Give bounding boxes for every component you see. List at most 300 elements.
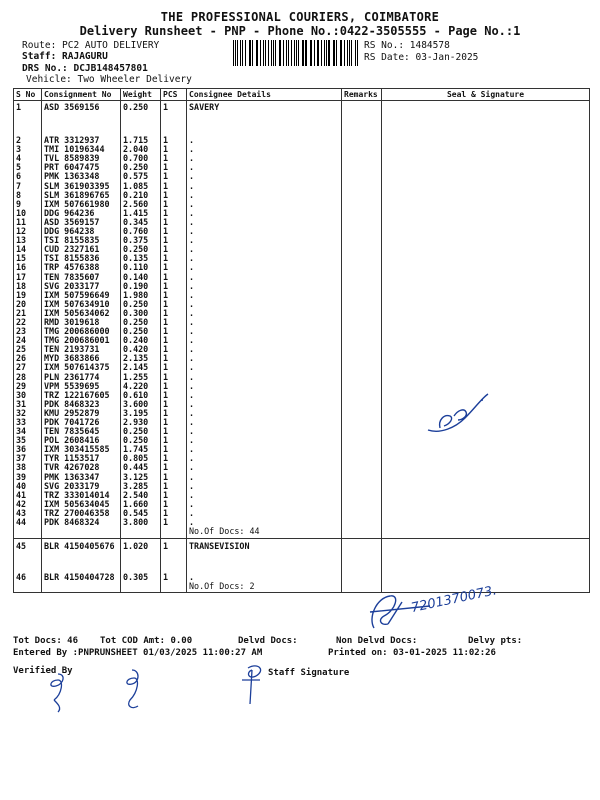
row-pcs: 1 [161, 191, 187, 200]
row-remarks [342, 418, 382, 427]
row-consignee: . [187, 291, 342, 300]
row-consignment: PRT 6047475 [42, 163, 121, 172]
row-consignee: . [187, 182, 342, 191]
row-consignment: SVG 2033179 [42, 482, 121, 491]
row-signature [382, 273, 590, 282]
row-consignee: . [187, 209, 342, 218]
table-row [14, 263, 590, 272]
row-sno: 1 [14, 101, 42, 113]
row-weight: 1.980 [121, 291, 161, 300]
table-row [14, 373, 590, 382]
total-cod: Tot COD Amt: 0.00 [100, 636, 193, 646]
row-signature [382, 136, 590, 145]
rs-date: RS Date: 03-Jan-2025 [364, 52, 479, 63]
row-consignment: IXM 505634062 [42, 309, 121, 318]
row-consignee: . [187, 354, 342, 363]
row-signature [382, 182, 590, 191]
row-weight: 0.210 [121, 191, 161, 200]
row-consignee: . [187, 345, 342, 354]
row-consignee: . [187, 409, 342, 418]
cell [342, 527, 382, 539]
cell [342, 553, 382, 573]
table-row [14, 318, 590, 327]
row-consignee: . [187, 482, 342, 491]
row-sno: 12 [14, 227, 42, 236]
row-remarks [342, 345, 382, 354]
row-sno: 34 [14, 427, 42, 436]
row-signature [382, 145, 590, 154]
row-signature [382, 345, 590, 354]
row-consignment: POL 2608416 [42, 436, 121, 445]
row-remarks [342, 363, 382, 372]
row-consignment: MYD 3683866 [42, 354, 121, 363]
row-sno: 33 [14, 418, 42, 427]
row-consignment: TMI 10196344 [42, 145, 121, 154]
row-consignee: . [187, 473, 342, 482]
non-delivered-docs: Non Delvd Docs: [336, 636, 418, 646]
row-consignee: . [187, 463, 342, 472]
row-remarks [342, 400, 382, 409]
barcode-bar [305, 40, 306, 66]
verifier-initials [42, 670, 72, 714]
row-weight: 2.930 [121, 418, 161, 427]
barcode-bar [271, 40, 272, 66]
row-pcs: 1 [161, 101, 187, 113]
row-signature [382, 163, 590, 172]
row-signature [382, 282, 590, 291]
barcode-bar [318, 40, 319, 66]
row-consignee: . [187, 218, 342, 227]
table-row [14, 354, 590, 363]
row-pcs: 1 [161, 463, 187, 472]
row-signature [382, 227, 590, 236]
col-seal-signature: Seal & Signature [382, 89, 590, 101]
row-weight: 2.040 [121, 145, 161, 154]
row-consignment: PDK 8468323 [42, 400, 121, 409]
row-consignment: ASD 3569157 [42, 218, 121, 227]
row-consignee: . [187, 300, 342, 309]
row-consignment: IXM 507634910 [42, 300, 121, 309]
cell [187, 553, 342, 573]
row-consignment: TSI 8155836 [42, 254, 121, 263]
row-consignee: . [187, 227, 342, 236]
row-weight: 2.145 [121, 363, 161, 372]
row-sno: 39 [14, 473, 42, 482]
row-remarks [342, 427, 382, 436]
row-sno: 9 [14, 200, 42, 209]
cell [121, 527, 161, 539]
table-row [14, 391, 590, 400]
row-remarks [342, 391, 382, 400]
row-consignment: TRZ 122167605 [42, 391, 121, 400]
row-consignee: . [187, 273, 342, 282]
row-weight: 0.250 [121, 300, 161, 309]
row-weight: 3.125 [121, 473, 161, 482]
row-pcs: 1 [161, 336, 187, 345]
table-row [14, 473, 590, 482]
row-signature [382, 154, 590, 163]
runsheet-title: Delivery Runsheet - PNP - Phone No.:0422-3505555 - Page No.:1 [79, 24, 521, 38]
row-remarks [342, 300, 382, 309]
row-signature [382, 200, 590, 209]
row-weight: 3.600 [121, 400, 161, 409]
row-pcs: 1 [161, 136, 187, 145]
delivery-points: Delvy pts: [468, 636, 523, 646]
cell [161, 553, 187, 573]
staff-initials [238, 660, 268, 708]
row-remarks [342, 382, 382, 391]
row-consignee: . [187, 327, 342, 336]
row-sno: 20 [14, 300, 42, 309]
row-consignee: . [187, 509, 342, 518]
table-row [14, 445, 590, 454]
row-consignment: IXM 507596649 [42, 291, 121, 300]
row-remarks [342, 218, 382, 227]
row-sno: 46 [14, 573, 42, 582]
row-remarks [342, 145, 382, 154]
entered-by: Entered By :PNPRUNSHEET 01/03/2025 11:00:27 AM [13, 648, 263, 658]
row-sno: 4 [14, 154, 42, 163]
row-sno: 29 [14, 382, 42, 391]
row-consignee: . [187, 363, 342, 372]
verified-by-label: Verified By [13, 666, 73, 676]
row-consignee: . [187, 418, 342, 427]
row-weight: 0.345 [121, 218, 161, 227]
table-row [14, 482, 590, 491]
table-row [14, 145, 590, 154]
row-remarks [342, 154, 382, 163]
row-signature [382, 263, 590, 272]
row-pcs: 1 [161, 318, 187, 327]
row-sno: 7 [14, 182, 42, 191]
table-row [14, 227, 590, 236]
row-sno: 22 [14, 318, 42, 327]
row-signature [382, 491, 590, 500]
row-weight: 3.195 [121, 409, 161, 418]
row-weight: 0.250 [121, 427, 161, 436]
row-consignment: CUD 2327161 [42, 245, 121, 254]
row-sno: 17 [14, 273, 42, 282]
cell [14, 553, 42, 573]
row-consignment: VPM 5539695 [42, 382, 121, 391]
row-weight: 2.560 [121, 200, 161, 209]
row-remarks [342, 354, 382, 363]
row-remarks [342, 236, 382, 245]
row-signature [382, 539, 590, 554]
table-row [14, 309, 590, 318]
row-weight: 0.135 [121, 254, 161, 263]
cell [14, 582, 42, 593]
table-row [14, 245, 590, 254]
barcode-bar [280, 40, 281, 66]
cell [121, 582, 161, 593]
row-consignee: . [187, 391, 342, 400]
table-row [14, 200, 590, 209]
row-weight: 1.745 [121, 445, 161, 454]
barcode-bar [311, 40, 312, 66]
row-sno: 6 [14, 172, 42, 181]
row-consignee: . [187, 163, 342, 172]
barcode-bar [233, 40, 234, 66]
row-signature [382, 300, 590, 309]
row-pcs: 1 [161, 573, 187, 582]
row-signature [382, 309, 590, 318]
row-signature [382, 245, 590, 254]
row-sno: 31 [14, 400, 42, 409]
row-consignee: . [187, 145, 342, 154]
table-spacer [14, 553, 590, 573]
row-remarks [342, 482, 382, 491]
row-consignment: IXM 507614375 [42, 363, 121, 372]
row-pcs: 1 [161, 345, 187, 354]
table-row [14, 327, 590, 336]
barcode [233, 40, 359, 66]
table-row [14, 427, 590, 436]
row-consignment: IXM 303415585 [42, 445, 121, 454]
row-consignment: DDG 964236 [42, 209, 121, 218]
row-remarks [342, 539, 382, 554]
row-consignment: TRP 4576388 [42, 263, 121, 272]
row-sno: 26 [14, 354, 42, 363]
row-consignee: . [187, 282, 342, 291]
doc-count: No.Of Docs: 44 [187, 527, 342, 539]
row-weight: 0.300 [121, 309, 161, 318]
table-row [14, 573, 590, 582]
row-pcs: 1 [161, 163, 187, 172]
row-pcs: 1 [161, 409, 187, 418]
row-remarks [342, 163, 382, 172]
barcode-bar [252, 40, 253, 66]
row-consignment: RMD 3019618 [42, 318, 121, 327]
row-signature [382, 291, 590, 300]
table-row [14, 539, 590, 554]
staff-signature-label: Staff Signature [268, 668, 350, 678]
row-pcs: 1 [161, 182, 187, 191]
barcode-bar [240, 40, 241, 66]
row-consignee: . [187, 336, 342, 345]
row-consignee: . [187, 309, 342, 318]
row-weight: 0.240 [121, 336, 161, 345]
row-pcs: 1 [161, 154, 187, 163]
row-consignee: . [187, 573, 342, 582]
row-consignee: . [187, 382, 342, 391]
row-remarks [342, 436, 382, 445]
row-pcs: 1 [161, 300, 187, 309]
row-sno: 32 [14, 409, 42, 418]
row-weight: 1.660 [121, 500, 161, 509]
barcode-bar [288, 40, 289, 66]
row-pcs: 1 [161, 227, 187, 236]
row-signature [382, 463, 590, 472]
row-remarks [342, 327, 382, 336]
row-remarks [342, 101, 382, 113]
table-row [14, 491, 590, 500]
row-consignment: PLN 2361774 [42, 373, 121, 382]
row-weight: 0.445 [121, 463, 161, 472]
row-sno: 36 [14, 445, 42, 454]
row-pcs: 1 [161, 291, 187, 300]
col-weight: Weight [121, 89, 161, 101]
row-consignee: . [187, 445, 342, 454]
row-consignment: SVG 2033177 [42, 282, 121, 291]
row-sno: 40 [14, 482, 42, 491]
row-weight: 1.415 [121, 209, 161, 218]
row-remarks [342, 491, 382, 500]
row-sno: 16 [14, 263, 42, 272]
row-remarks [342, 273, 382, 282]
row-sno: 30 [14, 391, 42, 400]
table-row [14, 409, 590, 418]
row-pcs: 1 [161, 509, 187, 518]
row-consignee: . [187, 154, 342, 163]
row-sno: 44 [14, 518, 42, 527]
table-row [14, 509, 590, 518]
row-remarks [342, 209, 382, 218]
row-consignment: TSI 8155835 [42, 236, 121, 245]
row-pcs: 1 [161, 254, 187, 263]
row-weight: 1.085 [121, 182, 161, 191]
row-consignee: . [187, 373, 342, 382]
row-consignment: TEN 2193731 [42, 345, 121, 354]
cell [382, 527, 590, 539]
row-pcs: 1 [161, 373, 187, 382]
table-row [14, 418, 590, 427]
row-consignment: PDK 8468324 [42, 518, 121, 527]
barcode-bar [347, 40, 348, 66]
cell [382, 553, 590, 573]
row-sno: 10 [14, 209, 42, 218]
row-remarks [342, 182, 382, 191]
row-signature [382, 191, 590, 200]
row-pcs: 1 [161, 473, 187, 482]
row-pcs: 1 [161, 400, 187, 409]
row-signature [382, 473, 590, 482]
row-remarks [342, 500, 382, 509]
row-sno: 2 [14, 136, 42, 145]
row-remarks [342, 473, 382, 482]
row-pcs: 1 [161, 263, 187, 272]
row-weight: 0.250 [121, 163, 161, 172]
row-weight: 3.800 [121, 518, 161, 527]
table-spacer [14, 112, 590, 136]
row-consignment: PDK 7041726 [42, 418, 121, 427]
row-consignee: . [187, 427, 342, 436]
row-pcs: 1 [161, 518, 187, 527]
table-header [14, 89, 590, 101]
staff-label: Staff: RAJAGURU [22, 51, 108, 62]
row-signature [382, 454, 590, 463]
col-consignment: Consignment No [42, 89, 121, 101]
row-sno: 41 [14, 491, 42, 500]
table-row [14, 101, 590, 113]
row-consignee: . [187, 172, 342, 181]
row-pcs: 1 [161, 354, 187, 363]
col-pcs: PCS [161, 89, 187, 101]
row-consignee: . [187, 318, 342, 327]
table-row [14, 336, 590, 345]
row-consignee: . [187, 491, 342, 500]
row-signature [382, 236, 590, 245]
row-pcs: 1 [161, 363, 187, 372]
row-sno: 15 [14, 254, 42, 263]
row-remarks [342, 254, 382, 263]
cell [42, 527, 121, 539]
doc-count: No.Of Docs: 2 [187, 582, 342, 593]
row-pcs: 1 [161, 418, 187, 427]
row-sno: 8 [14, 191, 42, 200]
row-weight: 1.020 [121, 539, 161, 554]
printed-on: Printed on: 03-01-2025 11:02:26 [328, 648, 496, 658]
row-pcs: 1 [161, 327, 187, 336]
row-consignment: IXM 505634045 [42, 500, 121, 509]
row-sno: 14 [14, 245, 42, 254]
row-weight: 2.135 [121, 354, 161, 363]
row-consignee: . [187, 454, 342, 463]
row-signature [382, 218, 590, 227]
row-remarks [342, 445, 382, 454]
table-row [14, 236, 590, 245]
row-pcs: 1 [161, 209, 187, 218]
cell [161, 527, 187, 539]
table-row [14, 454, 590, 463]
row-consignee: . [187, 236, 342, 245]
row-weight: 0.250 [121, 327, 161, 336]
row-consignment: TEN 7835645 [42, 427, 121, 436]
table-row [14, 345, 590, 354]
row-consignment: TVR 4267028 [42, 463, 121, 472]
row-consignment: DDG 964238 [42, 227, 121, 236]
rs-number: RS No.: 1484578 [364, 40, 450, 51]
row-remarks [342, 318, 382, 327]
row-sno: 21 [14, 309, 42, 318]
barcode-bar [298, 40, 299, 66]
runsheet-table [13, 88, 590, 593]
drs-number: DRS No.: DCJB148457801 [22, 63, 148, 74]
table-row [14, 400, 590, 409]
row-remarks [342, 373, 382, 382]
table-row [14, 163, 590, 172]
row-pcs: 1 [161, 427, 187, 436]
barcode-bar [340, 40, 341, 66]
row-pcs: 1 [161, 218, 187, 227]
row-pcs: 1 [161, 482, 187, 491]
row-pcs: 1 [161, 500, 187, 509]
row-signature [382, 482, 590, 491]
row-signature [382, 209, 590, 218]
row-consignment: TYR 1153517 [42, 454, 121, 463]
row-remarks [342, 282, 382, 291]
row-sno: 27 [14, 363, 42, 372]
row-weight: 0.110 [121, 263, 161, 272]
cell [42, 582, 121, 593]
row-consignment: TRZ 333014014 [42, 491, 121, 500]
barcode-bar [326, 40, 327, 66]
row-weight: 0.610 [121, 391, 161, 400]
row-consignment: BLR 4150405676 [42, 539, 121, 554]
barcode-bar [263, 40, 264, 66]
row-consignee: . [187, 191, 342, 200]
row-remarks [342, 409, 382, 418]
row-sno: 43 [14, 509, 42, 518]
row-consignment: SLM 361896765 [42, 191, 121, 200]
table-row [14, 136, 590, 145]
row-weight: 0.250 [121, 436, 161, 445]
table-row [14, 172, 590, 181]
row-pcs: 1 [161, 245, 187, 254]
verifier-signature [118, 668, 148, 712]
barcode-bar [328, 40, 329, 66]
barcode-bar [245, 40, 246, 66]
